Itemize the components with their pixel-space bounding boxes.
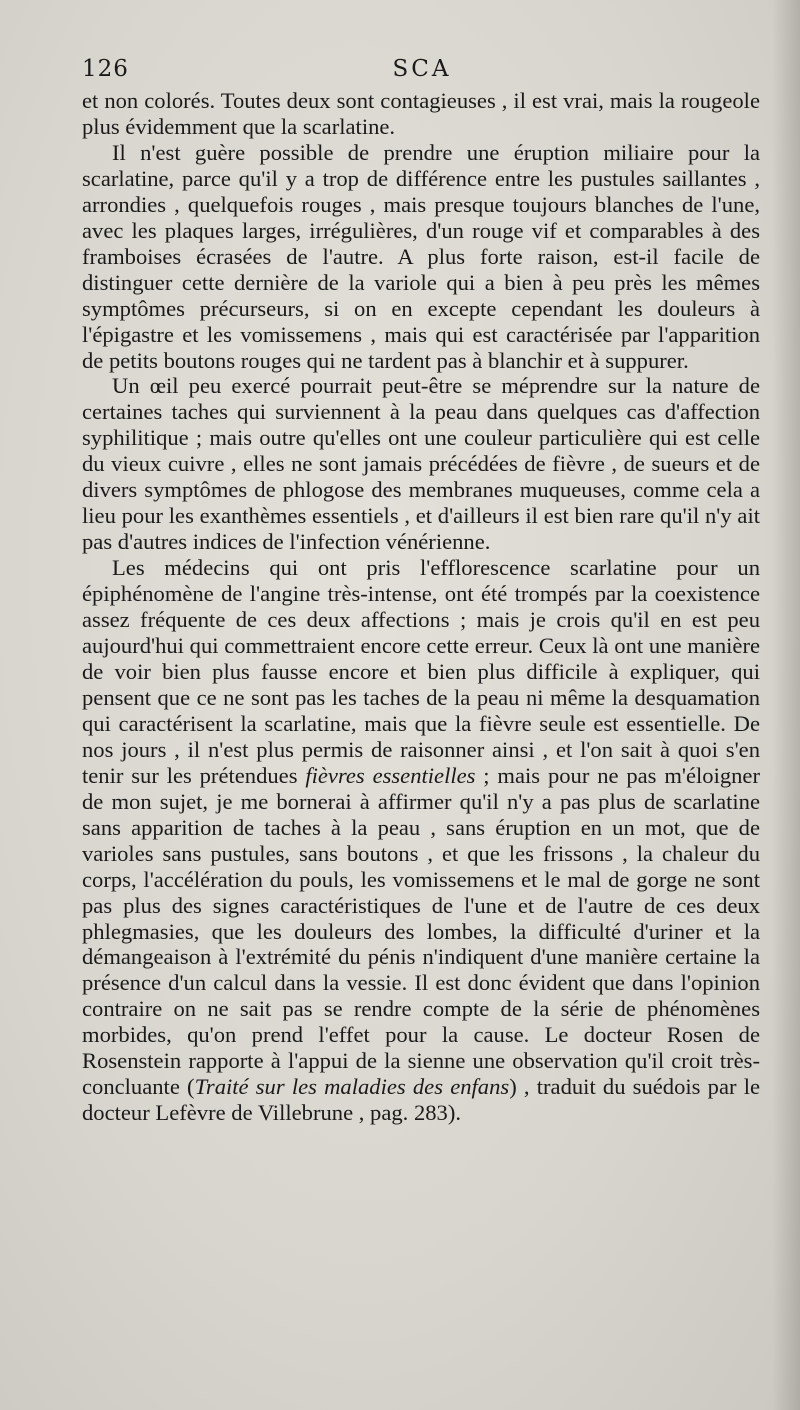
text-segment: ; mais pour ne pas m'éloigner de mon sujet, je me bornerai à affirmer qu'il n'y a pas plus de scarlatine sans apparition de taches à la peau , sans éruption en un mot, que de varioles sans pustules, sans boutons , et que les frissons , la chaleur du corps, l'accélération du pouls, les vomissemens et le mal de gorge ne sont pas plus des signes caractéristiques de l'une et de l'autre de ces deux phlegmasies, que les douleurs des lombes, la difficulté d'uriner et la démangeaison à l'extrémité du pénis n'indiquent d'une manière certaine la présence d'un calcul dans la vessie. Il est donc évident que dans l'opinion contraire on ne sait pas se rendre compte de la série de phénomènes morbides, qu'on prend l'effet pour la cause. Le docteur Rosen de Rosenstein rapporte à l'appui de la sienne une observation qu'il croit très-concluante ( [82, 762, 760, 1100]
page-edge-shadow [772, 0, 800, 1410]
text-segment: et non colorés. Toutes deux sont contagieuses , il est vrai, mais la rougeole plus évidemment que la scarlatine. [82, 88, 760, 139]
text-segment: Un œil peu exercé pourrait peut-être se méprendre sur la nature de certaines taches qui surviennent à la peau dans quelques cas d'affection syphilitique ; mais outre qu'elles ont une couleur particulière qui est celle du vieux cuivre , elles ne sont jamais précédées de fièvre , de sueurs et de divers symptômes de phlogose des membranes muqueuses, comme cela a lieu pour les exanthèmes essentiels , et d'ailleurs il est bien rare qu'il n'y ait pas d'autres indices de l'infection vénérienne. [82, 373, 760, 555]
paragraph [82, 555, 760, 1126]
italic-text-segment: Traité sur les maladies des enfans [194, 1074, 510, 1100]
paragraph [82, 140, 760, 374]
running-head: SCA [392, 56, 452, 82]
page-number: 126 [82, 56, 129, 82]
body-text [82, 88, 760, 1126]
text-segment: ) , traduit du suédois par le docteur Lefèvre de Villebrune , pag. 283). [82, 1074, 760, 1126]
text-segment: Les médecins qui ont pris l'efflorescence scarlatine pour un épiphénomène de l'angine très-intense, ont été trompés par la coexistence assez fréquente de ces deux affections ; mais je crois qu'il en est peu aujourd'hui qui commettraient encore cette erreur. Ceux là ont une manière de voir bien plus fausse encore et bien plus difficile à expliquer, qui pensent que ce ne sont pas les taches de la peau ni même la desquamation qui caractérisent la scarlatine, mais que la fièvre seule est essentielle. De nos jours , il n'est plus permis de raisonner ainsi , et l'on sait à quoi s'en tenir sur les prétendues [82, 555, 760, 788]
text-segment: Il n'est guère possible de prendre une éruption miliaire pour la scarlatine, parce qu'il y a trop de différence entre les pustules saillantes , arrondies , quelquefois rouges , mais presque toujours blanches de l'une, avec les plaques larges, irrégulières, d'un rouge vif et comparables à des framboises écrasées de l'autre. A plus forte raison, est-il facile de distinguer cette dernière de la variole qui a bien à peu près les mêmes symptômes précurseurs, si on en excepte cependant les douleurs à l'épigastre et les vomissemens , mais qui est caractérisée par l'apparition de petits boutons rouges qui ne tardent pas à blanchir et à suppurer. [82, 139, 760, 373]
page-header [82, 56, 762, 88]
italic-text-segment: fièvres essentielles [305, 762, 476, 788]
paragraph [82, 373, 760, 555]
paragraph [82, 88, 760, 140]
